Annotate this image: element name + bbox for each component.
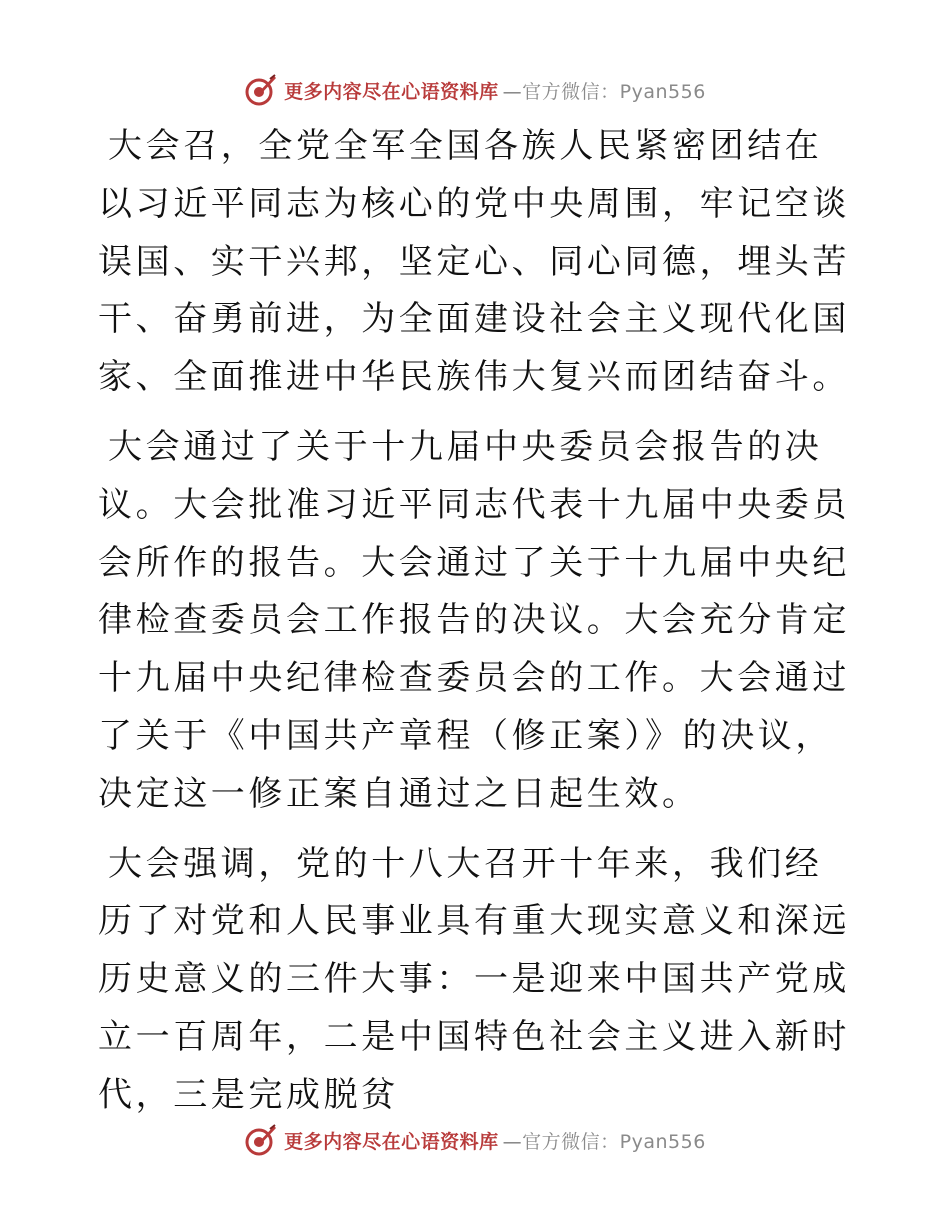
- header-site-text: 更多内容尽在心语资料库: [284, 80, 499, 103]
- header-wechat-text: 官方微信：Pyan556: [522, 80, 706, 103]
- header-banner-text: [284, 77, 706, 104]
- paragraph-1: 大会召，全党全军全国各族人民紧密团结在以习近平同志为核心的党中央周围，牢记空谈误国、实干兴邦，坚定心、同心同德，埋头苦干、奋勇前进，为全面建设社会主义现代化国家、全面推进中华民族伟大复兴而团结奋斗。: [98, 126, 850, 398]
- footer-separator: —: [502, 1130, 523, 1153]
- paragraph-3: 大会强调，党的十八大召开十年来，我们经历了对党和人民事业具有重大现实意义和深远历史意义的三件大事：一是迎来中国共产党成立一百周年，二是中国特色社会主义进入新时代，三是完成脱贫: [98, 843, 850, 1115]
- quill-pen-logo-icon: [244, 73, 278, 107]
- footer-site-text: 更多内容尽在心语资料库: [284, 1130, 499, 1153]
- header-separator: —: [502, 80, 523, 103]
- paragraph-2: 大会通过了关于十九届中央委员会报告的决议。大会批准习近平同志代表十九届中央委员会所作的报告。大会通过了关于十九届中央纪律检查委员会工作报告的决议。大会充分肯定十九届中央纪律检查委员会的工作。大会通过了关于《中国共产章程（修正案）》的决议，决定这一修正案自通过之日起生效。: [98, 426, 850, 814]
- footer-banner: [0, 1120, 950, 1160]
- quill-pen-logo-icon: [244, 1123, 278, 1157]
- footer-wechat-text: 官方微信：Pyan556: [522, 1130, 706, 1153]
- document-body: [98, 118, 858, 1137]
- footer-banner-text: [284, 1127, 706, 1154]
- header-banner: [0, 70, 950, 110]
